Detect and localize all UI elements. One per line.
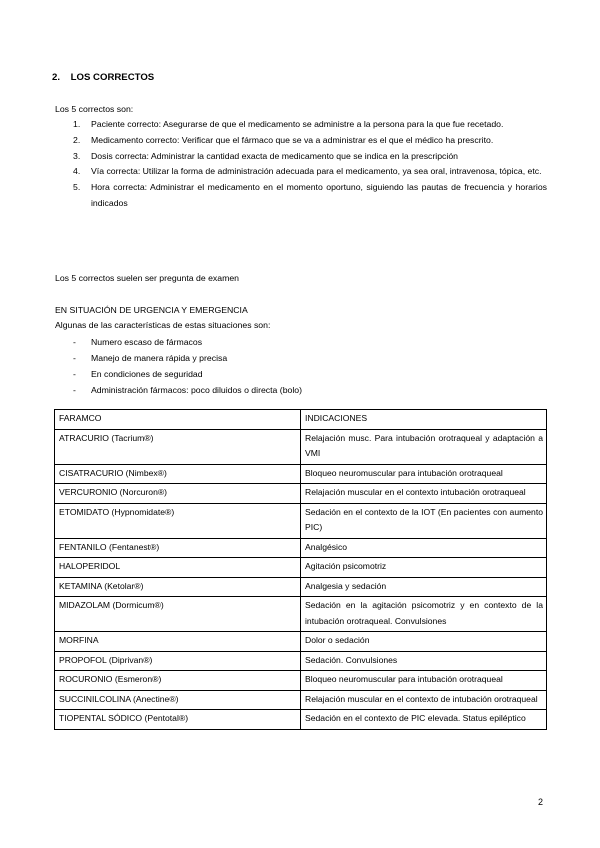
correct-list [55, 117, 547, 212]
drug-cell: KETAMINA (Ketolar®) [55, 577, 301, 597]
emergency-item-text: Manejo de manera rápida y precisa [91, 353, 228, 363]
item-text: Hora correcta: Administrar el medicamento en el momento oportuno, siguiendo las pautas de frecuencia y horarios indicados [91, 182, 547, 208]
emergency-item [55, 366, 302, 382]
table-row [55, 577, 547, 597]
indication-cell: Sedación en la agitación psicomotriz y en contexto de la intubación orotraqueal. Convulsiones [301, 597, 547, 632]
table-row [55, 484, 547, 504]
emergency-item [55, 382, 302, 398]
indication-cell: Relajación musc. Para intubación orotraqueal y adaptación a VMI [301, 429, 547, 464]
drug-cell: HALOPERIDOL [55, 558, 301, 578]
drug-cell: CISATRACURIO (Nimbex®) [55, 464, 301, 484]
emergency-item-text: En condiciones de seguridad [91, 369, 203, 379]
table-row [55, 651, 547, 671]
section-number: 2. [52, 72, 61, 83]
table-row [55, 710, 547, 730]
emergency-item-text: Numero escaso de fármacos [91, 337, 203, 347]
drug-cell: PROPOFOL (Diprivan®) [55, 651, 301, 671]
correct-intro: Los 5 correctos son: [55, 104, 134, 114]
indication-cell: Relajación muscular en el contexto intubación orotraqueal [301, 484, 547, 504]
table-row [55, 690, 547, 710]
indication-cell: Sedación. Convulsiones [301, 651, 547, 671]
drug-cell: MIDAZOLAM (Dormicum®) [55, 597, 301, 632]
page-number: 2 [538, 797, 544, 807]
item-number: 3. [73, 150, 81, 161]
indication-cell: Analgésico [301, 538, 547, 558]
item-text: Dosis correcta: Administrar la cantidad exacta de medicamento que se indica en la prescripción [91, 150, 458, 161]
exam-note: Los 5 correctos suelen ser pregunta de examen [55, 273, 239, 283]
drug-cell: ATRACURIO (Tacrium®) [55, 429, 301, 464]
emergency-list [55, 334, 302, 398]
emergency-item [55, 350, 302, 366]
drug-cell: ETOMIDATO (Hypnomidate®) [55, 503, 301, 538]
item-number: 1. [73, 119, 81, 129]
table-row [55, 671, 547, 691]
header-indications: INDICACIONES [301, 410, 547, 430]
correct-item [55, 180, 547, 212]
section-heading [52, 72, 154, 83]
correct-item [55, 164, 547, 180]
item-text: Vía correcta: Utilizar la forma de administración adecuada para el medicamento, ya sea oral, intravenosa, tópica, etc. [91, 166, 542, 177]
table-row [55, 632, 547, 652]
drug-cell: VERCURONIO (Norcuron®) [55, 484, 301, 504]
indication-cell: Sedación en el contexto de PIC elevada. Status epiléptico [301, 710, 547, 730]
drug-cell: FENTANILO (Fentanest®) [55, 538, 301, 558]
indication-cell: Sedación en el contexto de la IOT (En pacientes con aumento PIC) [301, 503, 547, 538]
indication-cell: Bloqueo neuromuscular para intubación orotraqueal [301, 464, 547, 484]
item-text: Medicamento correcto: Verificar que el fármaco que se va a administrar es el que el médico ha prescrito. [91, 134, 494, 145]
emergency-item [55, 334, 302, 350]
table-row [55, 464, 547, 484]
drug-table [54, 409, 547, 730]
table-row [55, 538, 547, 558]
emergency-title: EN SITUACIÓN DE URGENCIA Y EMERGENCIA [55, 305, 248, 315]
item-number: 2. [73, 134, 81, 145]
indication-cell: Analgesia y sedación [301, 577, 547, 597]
table-row [55, 429, 547, 464]
drug-cell: TIOPENTAL SÓDICO (Pentotal®) [55, 710, 301, 730]
item-number: 5. [73, 182, 81, 193]
indication-cell: Dolor o sedación [301, 632, 547, 652]
correct-item [55, 149, 547, 165]
dash-bullet: - [73, 337, 76, 347]
drug-cell: MORFINA [55, 632, 301, 652]
drug-cell: ROCURONIO (Esmeron®) [55, 671, 301, 691]
item-number: 4. [73, 166, 81, 177]
correct-item [55, 117, 547, 133]
table-header-row [55, 410, 547, 430]
table-row [55, 597, 547, 632]
indication-cell: Agitación psicomotriz [301, 558, 547, 578]
dash-bullet: - [73, 385, 76, 395]
section-title: LOS CORRECTOS [70, 72, 155, 83]
emergency-intro: Algunas de las características de estas situaciones son: [55, 320, 271, 330]
dash-bullet: - [73, 369, 76, 379]
table-row [55, 558, 547, 578]
correct-item [55, 133, 547, 149]
indication-cell: Relajación muscular en el contexto de intubación orotraqueal [301, 690, 547, 710]
emergency-item-text: Administración fármacos: poco diluidos o directa (bolo) [91, 385, 303, 395]
drug-cell: SUCCINILCOLINA (Anectine®) [55, 690, 301, 710]
table-row [55, 503, 547, 538]
indication-cell: Bloqueo neuromuscular para intubación orotraqueal [301, 671, 547, 691]
item-text: Paciente correcto: Asegurarse de que el medicamento se administre a la persona para la que fue recetado. [91, 119, 504, 129]
header-drug: FARAMCO [55, 410, 301, 430]
dash-bullet: - [73, 353, 76, 363]
